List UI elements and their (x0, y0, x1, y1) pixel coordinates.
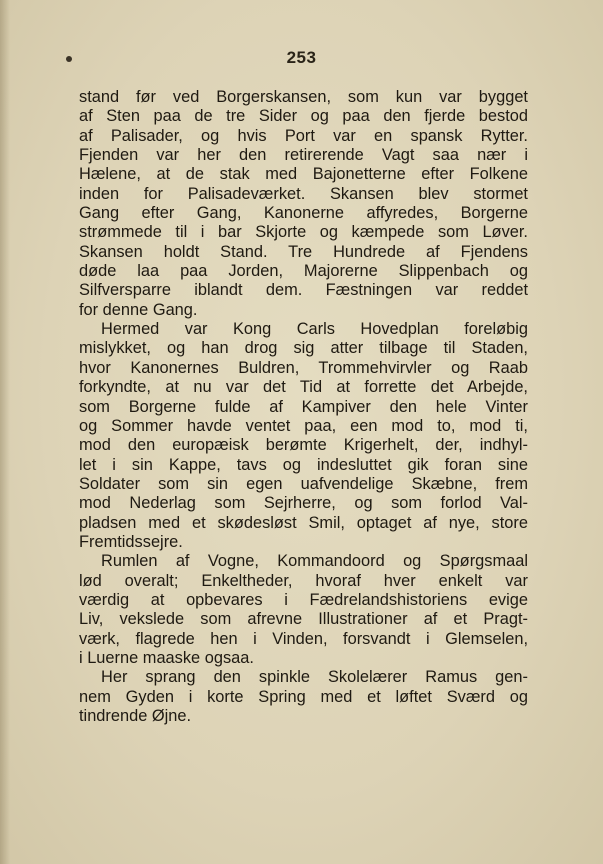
page-number: 253 (286, 48, 317, 67)
text-line: inden for Palisadeværket. Skansen blev stormet (79, 184, 528, 203)
text-line: for denne Gang. (79, 300, 198, 319)
text-line: strømmede til i bar Skjorte og kæmpede som Løver. (79, 223, 528, 242)
text-line: mislykket, og han drog sig atter tilbage til Staden, (79, 339, 528, 358)
text-line: tindrende Øjne. (79, 707, 192, 725)
text-line: Hermed var Kong Carls Hovedplan foreløbig (101, 320, 528, 339)
text-line: pladsen med et skødesløst Smil, optaget af nye, store (79, 513, 528, 532)
text-line: i Luerne maaske ogsaa. (79, 648, 254, 667)
text-line: af Sten paa de tre Sider og paa den fjerde bestod (79, 107, 528, 126)
text-line: Liv, vekslede som afrevne Illustrationer af et Pragt- (79, 610, 528, 629)
text-line: Hælene, at de stak med Bajonetterne efter Folkene (79, 165, 528, 184)
text-line: let i sin Kappe, tavs og indesluttet gik foran sine (79, 455, 528, 474)
text-line: Rumlen af Vogne, Kommandoord og Spørgsmaal (101, 552, 528, 571)
text-line: Skansen holdt Stand. Tre Hundrede af Fjendens (79, 242, 528, 261)
text-line: Silfversparre iblandt dem. Fæstningen var reddet (79, 281, 528, 300)
text-line: værdig at opbevares i Fædrelandshistoriens evige (79, 590, 528, 609)
text-line: Gang efter Gang, Kanonerne affyredes, Borgerne (79, 204, 528, 223)
text-line: Soldater som sin egen uafvendelige Skæbne, frem (79, 474, 528, 493)
text-line: forkyndte, at nu var det Tid at forrette det Arbejde, (79, 378, 528, 397)
text-line: hvor Kanonernes Buldren, Trommehvirvler og Raab (79, 358, 528, 377)
text-line: mod den europæisk berømte Krigerhelt, der, indhyl- (79, 436, 528, 455)
text-line: døde laa paa Jorden, Majorerne Slippenbach og (79, 262, 528, 281)
text-line: Fremtidssejre. (79, 532, 183, 551)
text-line: som Borgerne fulde af Kampiver den hele Vinter (79, 397, 528, 416)
text-line: og Sommer havde ventet paa, een mod to, mod ti, (79, 416, 528, 435)
page-edge-shadow (0, 0, 10, 864)
text-line: af Palisader, og hvis Port var en spansk Rytter. (79, 126, 528, 145)
text-line: værk, flagrede hen i Vinden, forsvandt i Glemselen, (79, 629, 528, 648)
text-line: Fjenden var her den retirerende Vagt saa nær i (79, 146, 528, 165)
text-line: Her sprang den spinkle Skolelærer Ramus gen- (101, 668, 528, 687)
text-line: stand før ved Borgerskansen, som kun var bygget (79, 88, 528, 106)
text-line: mod Nederlag som Sejrherre, og som forlod Val- (79, 494, 528, 513)
text-line: lød overalt; Enkeltheder, hvoraf hver enkelt var (79, 571, 528, 590)
body-text (79, 88, 528, 726)
text-line: nem Gyden i korte Spring med et løftet Sværd og (79, 687, 528, 706)
